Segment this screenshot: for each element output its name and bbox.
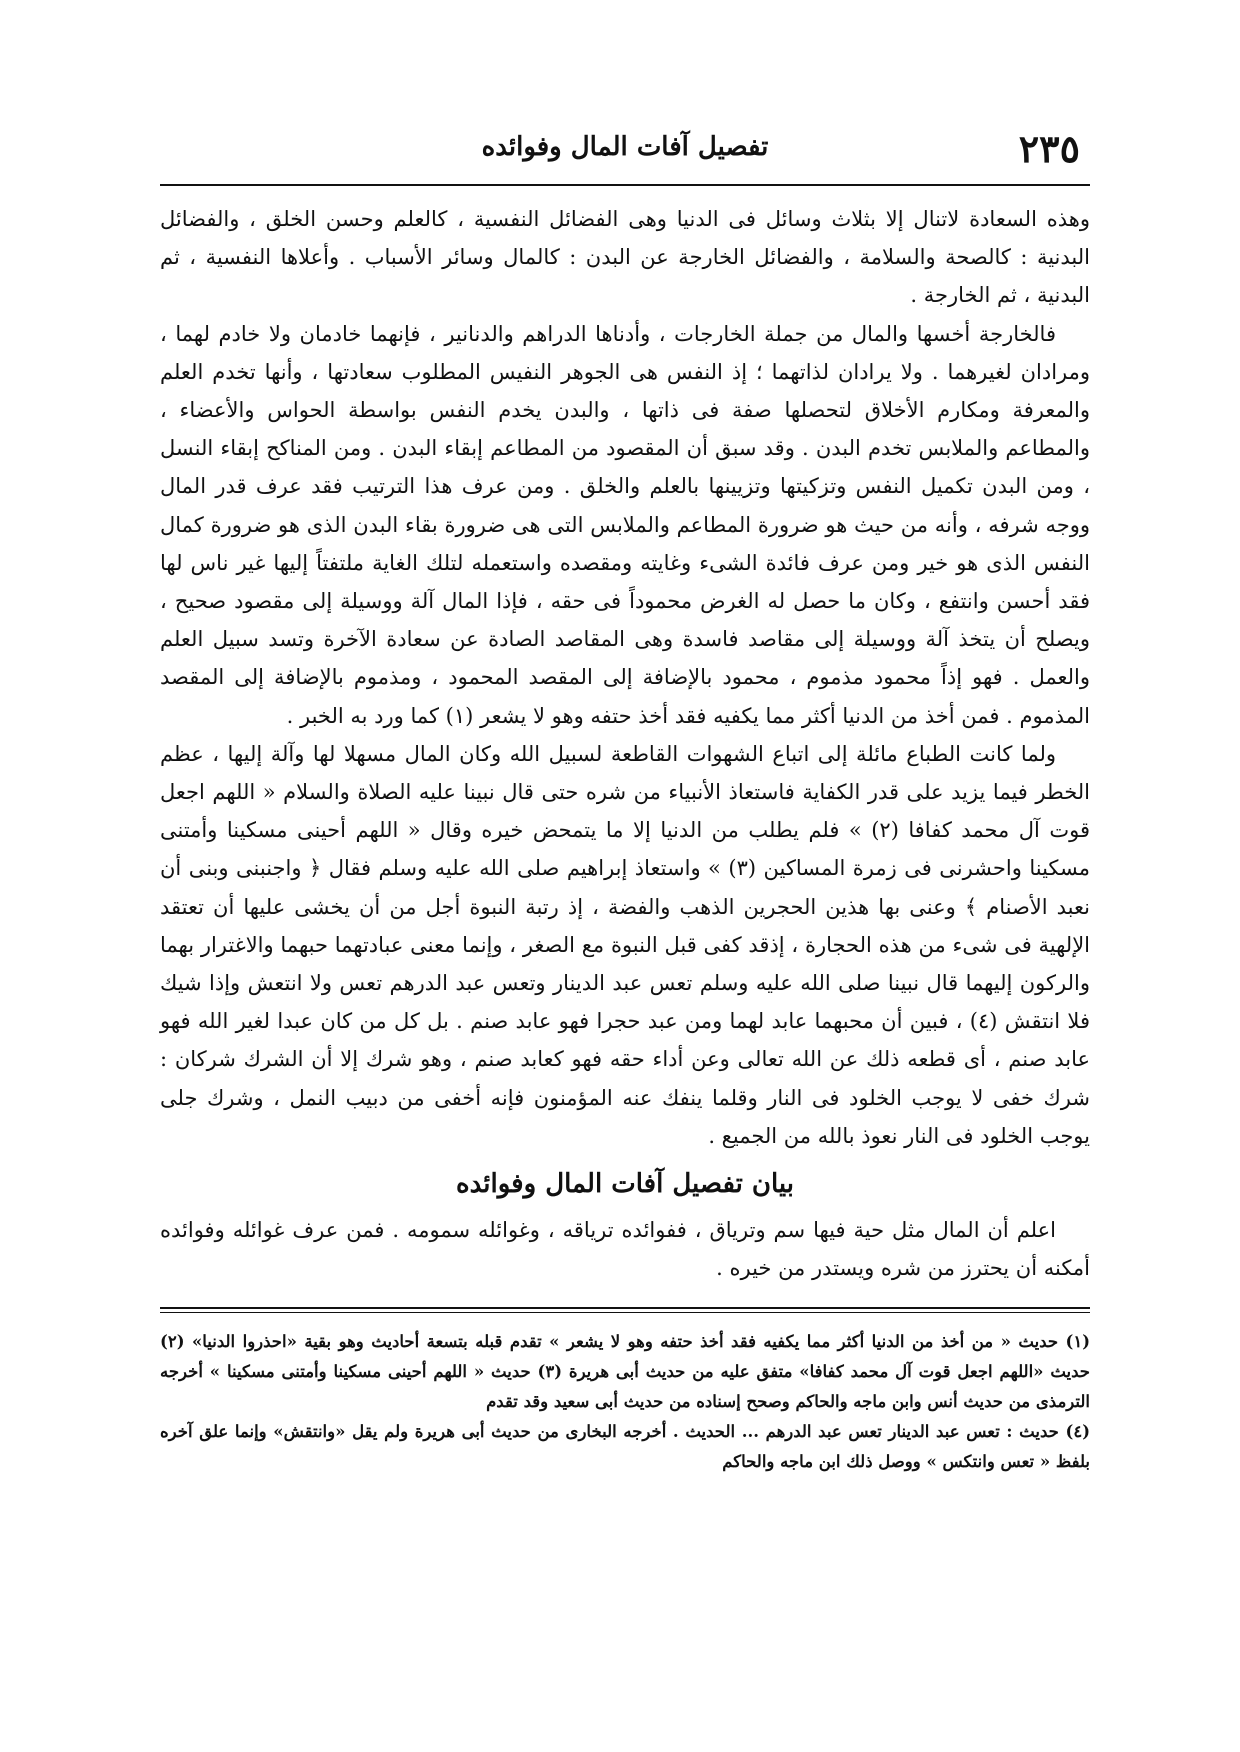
- paragraph-2: فالخارجة أخسها والمال من جملة الخارجات ، وأدناها الدراهم والدنانير ، فإنهما خادمان ولا خادم لهما ، ومرادان لغيرهما . ولا يرادان لذاتهما ؛ إذ النفس هى الجوهر النفيس المطلوب سعادتها ، وأنها تخدم العلم والمعرفة ومكارم الأخلاق لتحصلها صفة فى ذاتها ، والبدن يخدم النفس بواسطة الحواس والأعضاء ، والمطاعم والملابس تخدم البدن . وقد سبق أن المقصود من المطاعم إبقاء البدن . ومن المناكح إبقاء النسل ، ومن البدن تكميل النفس وتزكيتها وتزيينها بالعلم والخلق . ومن عرف هذا الترتيب فقد عرف قدر المال ووجه شرفه ، وأنه من حيث هو ضرورة المطاعم والملابس التى هى ضرورة بقاء البدن الذى هو ضرورة كمال النفس الذى هو خير ومن عرف فائدة الشىء وغايته ومقصده واستعمله لتلك الغاية ملتفتاً إليها غير ناس لها فقد أحسن وانتفع ، وكان ما حصل له الغرض محموداً فى حقه ، فإذا المال آلة ووسيلة إلى مقصود صحيح ، ويصلح أن يتخذ آلة ووسيلة إلى مقاصد فاسدة وهى المقاصد الصادة عن سعادة الآخرة وتسد سبيل العلم والعمل . فهو إذاً محمود مذموم ، محمود بالإضافة إلى المقصد المحمود ، ومذموم بالإضافة إلى المقصد المذموم . فمن أخذ من الدنيا أكثر مما يكفيه فقد أخذ حتفه وهو لا يشعر (١) كما ورد به الخبر .: [160, 321, 1090, 728]
- running-title: تفصيل آفات المال وفوائده: [481, 132, 769, 162]
- paragraph-3: ولما كانت الطباع مائلة إلى اتباع الشهوات القاطعة لسبيل الله وكان المال مسهلا لها وآلة إليها ، عظم الخطر فيما يزيد على قدر الكفاية فاستعاذ الأنبياء من شره حتى قال نبينا عليه الصلاة والسلام « اللهم اجعل قوت آل محمد كفافا (٢) » فلم يطلب من الدنيا إلا ما يتمحض خيره وقال « اللهم أحينى مسكينا وأمتنى مسكينا واحشرنى فى زمرة المساكين (٣) » واستعاذ إبراهيم صلى الله عليه وسلم فقال ﴿ واجنبنى وبنى أن نعبد الأصنام ﴾ وعنى بها هذين الحجرين الذهب والفضة ، إذ رتبة النبوة أجل من أن يخشى عليها أن تعتقد الإلهية فى شىء من هذه الحجارة ، إذقد كفى قبل النبوة مع الصغر ، وإنما معنى عبادتهما حبهما والاغترار بهما والركون إليهما قال نبينا صلى الله عليه وسلم تعس عبد الدينار وتعس عبد الدرهم تعس ولا انتعش وإذا شيك فلا انتقش (٤) ، فبين أن محبهما عابد لهما ومن عبد حجرا فهو عابد صنم . بل كل من كان عبدا لغير الله فهو عابد صنم ، أى قطعه ذلك عن الله تعالى وعن أداء حقه فهو كعابد صنم ، وهو شرك إلا أن الشرك شركان : شرك خفى لا يوجب الخلود فى النار وقلما ينفك عنه المؤمنون فإنه أخفى من دبيب النمل ، وشرك جلى يوجب الخلود فى النار نعوذ بالله من الجميع .: [160, 741, 1090, 1148]
- header-rule: [160, 184, 1090, 186]
- page-number: ٢٣٥: [1018, 126, 1080, 171]
- main-text: [160, 200, 1090, 1155]
- footnote-1-3: (١) حديث « من أخذ من الدنيا أكثر مما يكفيه فقد أخذ حتفه وهو لا يشعر » تقدم قبله بتسعة أحاديث وهو بقية «احذروا الدنيا» (٢) حديث «اللهم اجعل قوت آل محمد كفافا» متفق عليه من حديث أبى هريرة (٣) حديث « اللهم أحينى مسكينا وأمتنى مسكينا » أخرجه الترمذى من حديث أنس وابن ماجه والحاكم وصحح إسناده من حديث أبى سعيد وقد تقدم: [160, 1332, 1091, 1412]
- footnote-rule: [160, 1307, 1090, 1313]
- footnotes: [160, 1327, 1090, 1477]
- page-header: [160, 120, 1090, 176]
- footnote-4: (٤) حديث : تعس عبد الدينار تعس عبد الدرهم ... الحديث . أخرجه البخارى من حديث أبى هريرة ولم يقل «وانتقش» وإنما علق آخره بلفظ « تعس وانتكس » ووصل ذلك ابن ماجه والحاكم: [160, 1422, 1090, 1472]
- paragraph-1: وهذه السعادة لاتنال إلا بثلاث وسائل فى الدنيا وهى الفضائل النفسية ، كالعلم وحسن الخلق ، والفضائل البدنية : كالصحة والسلامة ، والفضائل الخارجة عن البدن : كالمال وسائر الأسباب . وأعلاها النفسية ، ثم البدنية ، ثم الخارجة .: [160, 207, 1090, 308]
- section-text: [160, 1211, 1090, 1287]
- section-heading: بيان تفصيل آفات المال وفوائده: [456, 1169, 794, 1200]
- section-paragraph: اعلم أن المال مثل حية فيها سم وترياق ، ففوائده ترياقه ، وغوائله سمومه . فمن عرف غوائله وفوائده أمكنه أن يحترز من شره ويستدر من خيره .: [160, 1218, 1090, 1281]
